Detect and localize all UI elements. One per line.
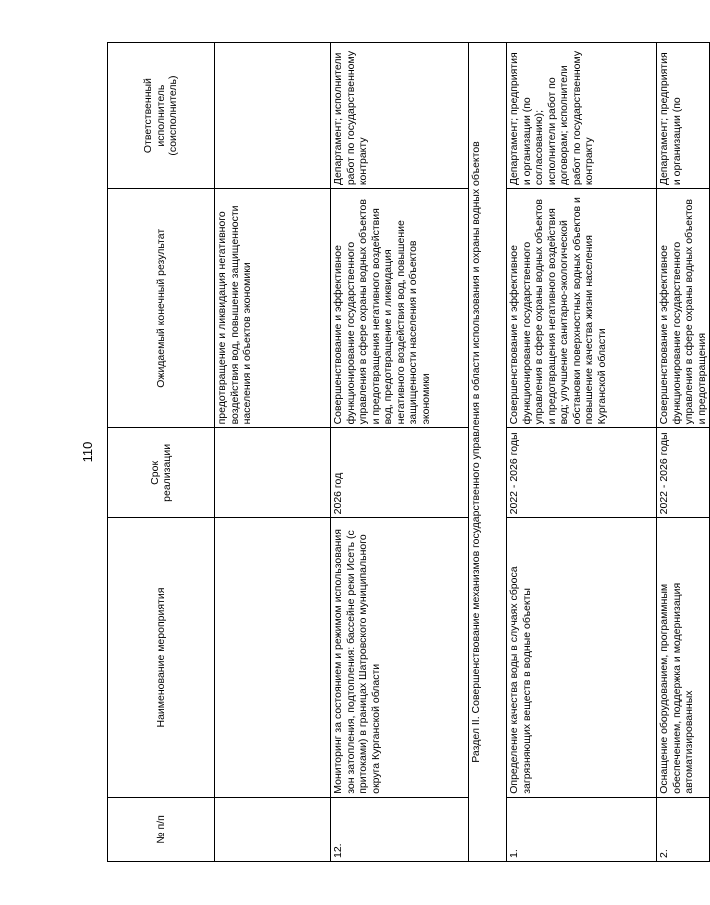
measures-table: [107, 42, 710, 862]
continuation-result: предотвращение и ликвидация негативного воздействия вод, повышение защищенности населения и объектов экономики: [215, 189, 331, 428]
table-header-row: [108, 43, 215, 862]
row1-name: Определение качества воды в случаях сброса загрязняющих веществ в водные объекты: [507, 518, 657, 797]
table-row-1: [507, 43, 657, 862]
header-name: Наименование мероприятия: [108, 518, 215, 797]
row12-name: Мониторинг за состоянием и режимом использования зон затопления, подтопления: бассейне реки Исеть (с притоками) в границах Шатровского муниципального округа Курганской области: [331, 518, 469, 797]
row2-result: Совершенствование и эффективное функционирование государственного управления в сфере охраны водных объектов и предотвращения: [657, 189, 710, 428]
header-responsible: Ответственный исполнитель (соисполнитель): [108, 43, 215, 189]
header-term: Срок реализации: [108, 428, 215, 518]
row2-term: 2022 - 2026 годы: [657, 428, 710, 518]
table-row-2: [657, 43, 710, 862]
header-result: Ожидаемый конечный результат: [108, 189, 215, 428]
row12-term: 2026 год: [331, 428, 469, 518]
row12-result: Совершенствование и эффективное функционирование государственного управления в сфере охраны водных объектов и предотвращения негативного воздействия вод, предотвращение и ликвидация негативного воздействия вод, повышение защищенности населения и объектов экономики: [331, 189, 469, 428]
section-row: [469, 43, 507, 862]
page-number: 110: [80, 441, 95, 463]
row12-responsible: Департамент; исполнители работ по государственному контракту: [331, 43, 469, 189]
row1-result: Совершенствование и эффективное функционирование государственного управления в сфере охраны водных объектов и предотвращения негативного воздействия вод; улучшение санитарно-экологической обстановки поверхностных водных объектов и повышение качества жизни населения Курганской области: [507, 189, 657, 428]
row2-number: 2.: [657, 797, 710, 861]
continuation-term: [215, 428, 331, 518]
header-number: № п/п: [108, 797, 215, 861]
row1-term: 2022 - 2026 годы: [507, 428, 657, 518]
row12-number: 12.: [331, 797, 469, 861]
continuation-responsible: [215, 43, 331, 189]
table-row-continuation: [215, 43, 331, 862]
continuation-number: [215, 797, 331, 861]
row2-responsible: Департамент; предприятия и организации (по: [657, 43, 710, 189]
table-row-12: [331, 43, 469, 862]
continuation-name: [215, 518, 331, 797]
section-heading: Раздел II. Совершенствование механизмов государственного управления в области использования и охраны водных объектов: [469, 43, 507, 862]
row1-responsible: Департамент; предприятия и организации (по согласованию); исполнители работ по договорам; исполнители работ по государственному контракту: [507, 43, 657, 189]
row2-name: Оснащение оборудованием, программным обеспечением, поддержка и модернизация автоматизированных: [657, 518, 710, 797]
rotated-page: [107, 42, 708, 862]
row1-number: 1.: [507, 797, 657, 861]
